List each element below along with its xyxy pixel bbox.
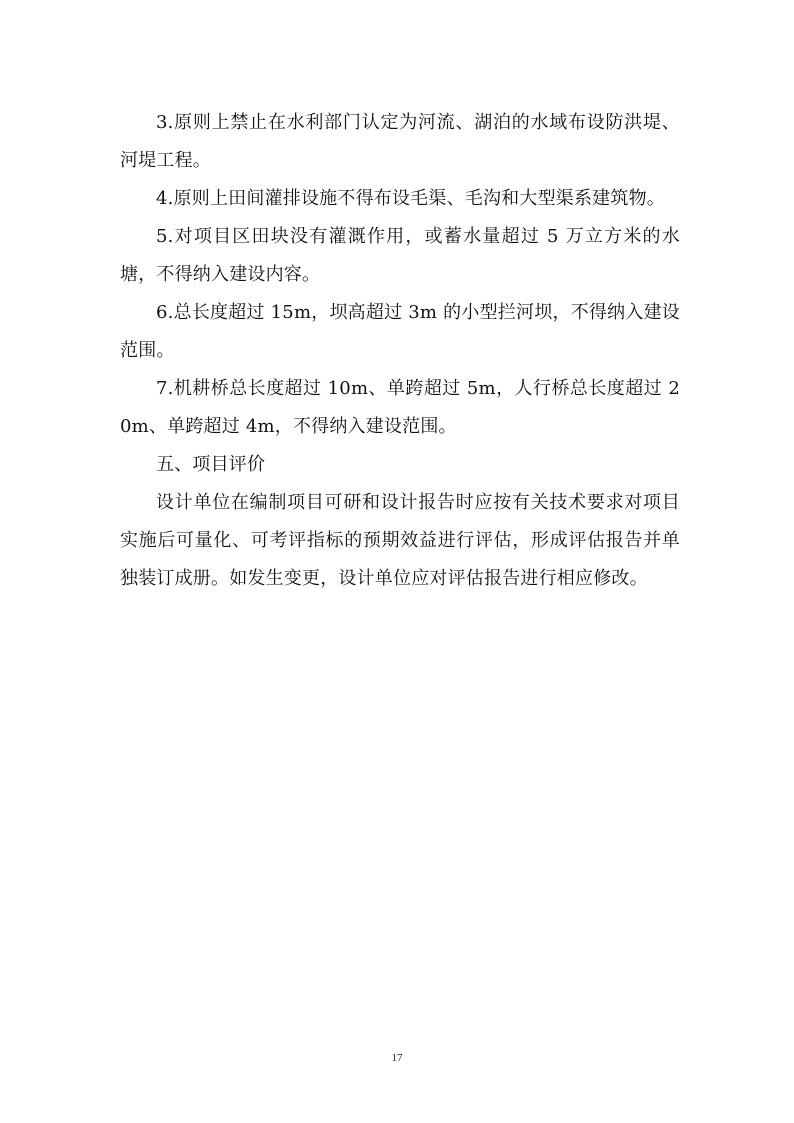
- document-body: [120, 104, 680, 598]
- section-heading: 五、项目评价: [156, 454, 266, 475]
- paragraph-item-3: 3.原则上禁止在水利部门认定为河流、湖泊的水域布设防洪堤、河堤工程。: [120, 112, 680, 171]
- section-body: 设计单位在编制项目可研和设计报告时应按有关技术要求对项目实施后可量化、可考评指标的预期效益进行评估，形成评估报告并单独装订成册。如发生变更，设计单位应对评估报告进行相应修改。: [120, 492, 680, 589]
- paragraph-item-5: 5.对项目区田块没有灌溉作用，或蓄水量超过 5 万立方米的水塘，不得纳入建设内容。: [120, 226, 680, 285]
- page-number: 17: [391, 1052, 403, 1064]
- paragraph-item-6: 6.总长度超过 15m，坝高超过 3m 的小型拦河坝，不得纳入建设范围。: [120, 302, 680, 361]
- paragraph-item-4: 4.原则上田间灌排设施不得布设毛渠、毛沟和大型渠系建筑物。: [156, 188, 665, 209]
- paragraph-item-7: 7.机耕桥总长度超过 10m、单跨超过 5m，人行桥总长度超过 20m、单跨超过 4m，不得纳入建设范围。: [120, 378, 680, 437]
